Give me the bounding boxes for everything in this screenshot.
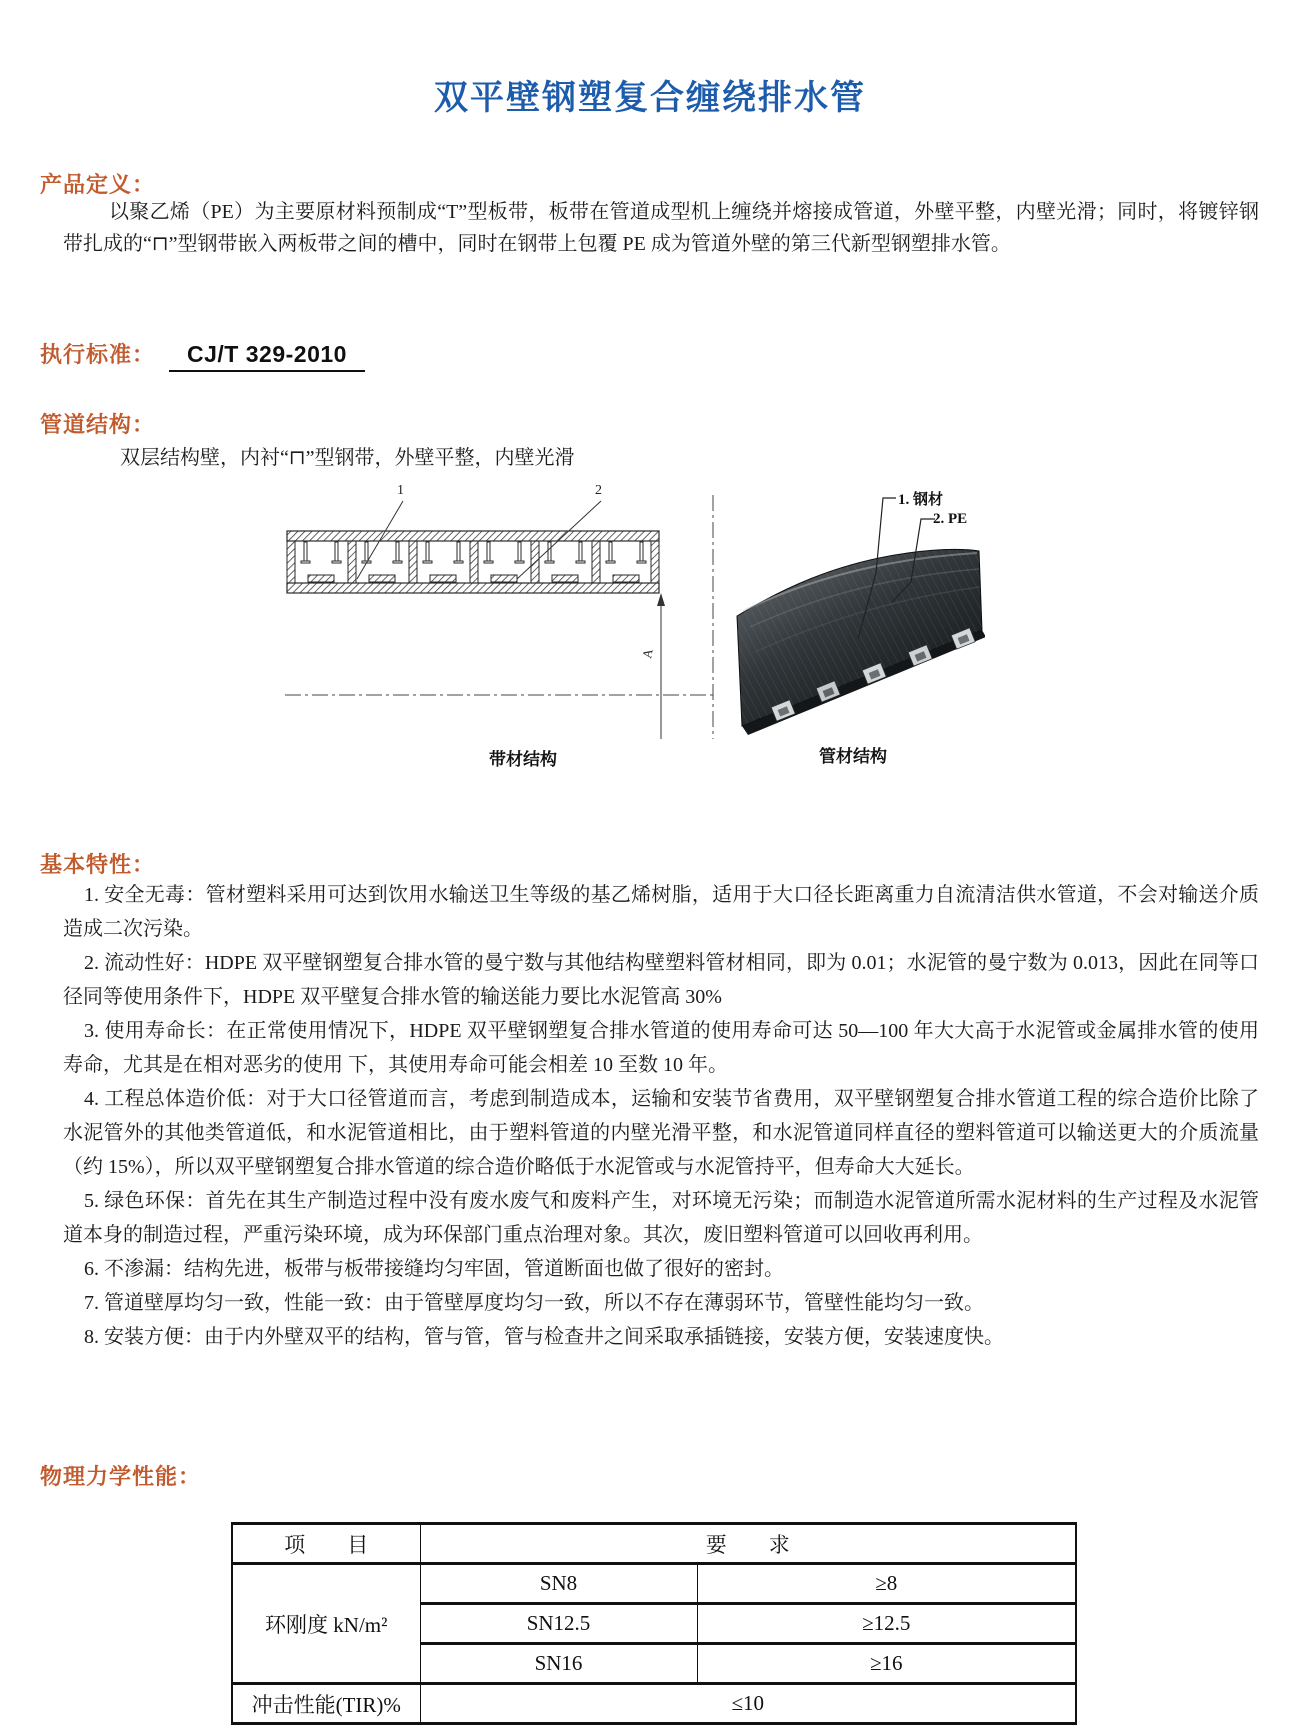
section-heading-standard: 执行标准： xyxy=(40,342,156,367)
feature-item: 2. 流动性好：HDPE 双平壁钢塑复合排水管的曼宁数与其他结构壁塑料管材相同，即为 0.01；水泥管的曼宁数为 0.013，因此在同等口径同等使用条件下，HDPE 双平壁复合排水管的输送能力要比水泥管高 30% xyxy=(63,952,1259,1008)
impact-label: 冲击性能(TIR)% xyxy=(232,1684,420,1724)
requirement-cell: ≥8 xyxy=(697,1564,1076,1604)
physical-properties-table-wrap xyxy=(231,1522,1077,1725)
ring-stiffness-label: 环刚度 kN/m² xyxy=(232,1564,420,1684)
section-heading-features: 基本特性： xyxy=(40,852,156,877)
definition-paragraph: 以聚乙烯（PE）为主要原材料预制成“T”型板带，板带在管道成型机上缠绕并熔接成管道，外壁平整，内壁光滑；同时，将镀锌钢带扎成的“⊓”型钢带嵌入两板带之间的槽中，同时在钢带上包覆 PE 成为管道外壁的第三代新型钢塑排水管。 xyxy=(63,201,1259,255)
structure-description: 双层结构壁，内衬“⊓”型钢带，外壁平整，内壁光滑 xyxy=(120,447,575,469)
feature-item: 7. 管道壁厚均匀一致，性能一致：由于管壁厚度均匀一致，所以不存在薄弱环节，管壁性能均匀一致。 xyxy=(84,1292,984,1314)
page-title: 双平壁钢塑复合缠绕排水管 xyxy=(434,79,866,117)
drawing-callout-1: 1 xyxy=(397,483,404,498)
impact-value: ≤10 xyxy=(420,1684,1076,1724)
photo-label-pe: 2. PE xyxy=(933,511,968,527)
dimension-label: A xyxy=(639,647,656,660)
strip-structure-caption: 带材结构 xyxy=(489,750,557,769)
header-item: 项 目 xyxy=(232,1524,420,1564)
requirement-cell: ≥12.5 xyxy=(697,1604,1076,1644)
photo-label-steel: 1. 钢材 xyxy=(898,492,944,508)
pipe-structure-caption: 管材结构 xyxy=(819,747,887,766)
standard-code: CJ/T 329-2010 xyxy=(169,341,365,372)
section-heading-structure: 管道结构： xyxy=(40,412,156,437)
feature-item: 4. 工程总体造价低：对于大口径管道而言，考虑到制造成本，运输和安装节省费用，双平壁钢塑复合排水管道工程的综合造价比除了水泥管外的其他类管道低，和水泥管道相比，由于塑料管道的内壁光滑平整，和水泥管道同样直径的塑料管道可以输送更大的介质流量（约 15%），所以双平壁钢塑复合排水管道的综合造价略低于水泥管或与水泥管持平，但寿命大大延长。 xyxy=(63,1088,1259,1178)
grade-cell: SN8 xyxy=(420,1564,697,1604)
feature-item: 8. 安装方便：由于内外壁双平的结构，管与管，管与检查井之间采取承插链接，安装方便，安装速度快。 xyxy=(84,1326,1004,1348)
grade-cell: SN16 xyxy=(420,1644,697,1684)
grade-cell: SN12.5 xyxy=(420,1604,697,1644)
physical-properties-table xyxy=(231,1522,1077,1725)
table-row xyxy=(232,1564,1076,1604)
table-row xyxy=(232,1684,1076,1724)
feature-item: 3. 使用寿命长：在正常使用情况下，HDPE 双平壁钢塑复合排水管道的使用寿命可达 50—100 年大大高于水泥管或金属排水管的使用寿命，尤其是在相对恶劣的使用 下，其使用寿命可能会相差 10 至数 10 年。 xyxy=(63,1020,1259,1076)
table-header-row xyxy=(232,1524,1076,1564)
features-list xyxy=(63,878,1259,1354)
feature-item: 1. 安全无毒：管材塑料采用可达到饮用水输送卫生等级的基乙烯树脂，适用于大口径长距离重力自流清洁供水管道，不会对输送介质造成二次污染。 xyxy=(63,884,1259,940)
header-requirement: 要 求 xyxy=(420,1524,1076,1564)
feature-item: 5. 绿色环保：首先在其生产制造过程中没有废水废气和废料产生，对环境无污染；而制造水泥管道所需水泥材料的生产过程及水泥管道本身的制造过程，严重污染环境，成为环保部门重点治理对象。其次，废旧塑料管道可以回收再利用。 xyxy=(63,1190,1259,1246)
section-heading-definition: 产品定义： xyxy=(40,172,156,197)
feature-item: 6. 不渗漏：结构先进，板带与板带接缝均匀牢固，管道断面也做了很好的密封。 xyxy=(84,1258,784,1280)
section-heading-physical: 物理力学性能： xyxy=(40,1464,202,1489)
structure-figure xyxy=(285,483,985,787)
pipe-structure-photo xyxy=(725,487,985,777)
drawing-callout-2: 2 xyxy=(595,483,602,498)
requirement-cell: ≥16 xyxy=(697,1644,1076,1684)
strip-structure-drawing xyxy=(285,487,717,782)
standard-row xyxy=(40,338,365,372)
